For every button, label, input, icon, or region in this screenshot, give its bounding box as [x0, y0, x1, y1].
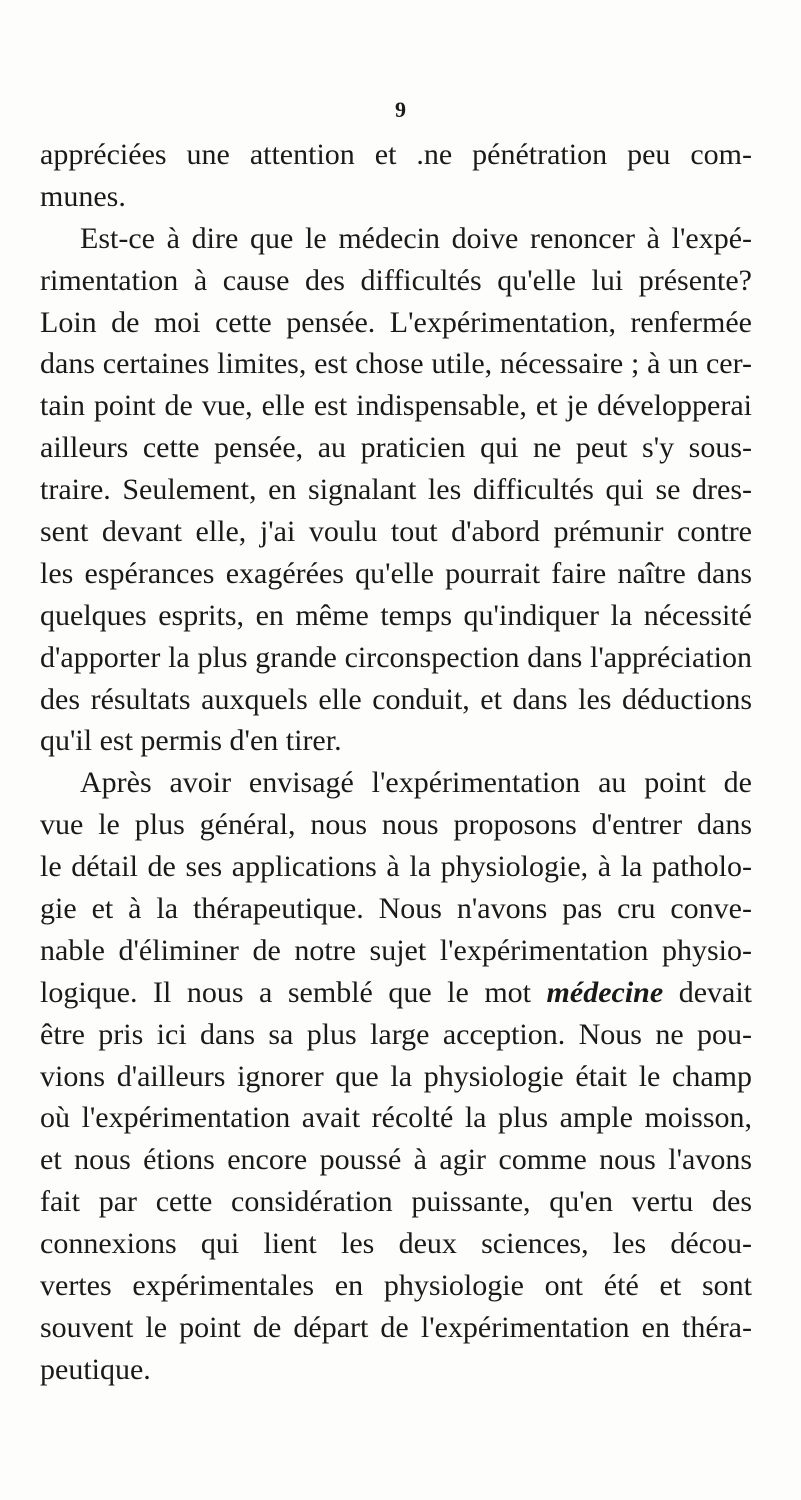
text-line: peutique.	[40, 1352, 151, 1386]
text-line: Après avoir envisagé l'expérimentation au point de	[80, 766, 752, 800]
text-line: rimentation à cause des difficultés qu'elle lui présente?	[40, 263, 752, 297]
body-text	[40, 134, 752, 1391]
text-line: traire. Seulement, en signalant les difficultés qui se dres-	[40, 473, 752, 507]
text-line: quelques esprits, en même temps qu'indiquer la nécessité	[40, 598, 752, 632]
text-line: d'apporter la plus grande circonspection dans l'appréciation	[40, 640, 752, 674]
text-line: être pris ici dans sa plus large acception. Nous ne pou-	[40, 1017, 752, 1051]
text-line: tain point de vue, elle est indispensable, et je développerai	[40, 389, 752, 423]
text-line: où l'expérimentation avait récolté la plus ample moisson,	[40, 1101, 752, 1135]
text-line: souvent le point de départ de l'expérimentation en théra-	[40, 1310, 752, 1344]
text-line: fait par cette considération puissante, qu'en vertu des	[40, 1185, 752, 1219]
text-line: des résultats auxquels elle conduit, et dans les déductions	[40, 682, 752, 716]
page-number: 9	[395, 97, 406, 122]
text-line: les espérances exagérées qu'elle pourrait faire naître dans	[40, 556, 752, 590]
text-line: gie et à la thérapeutique. Nous n'avons pas cru conve-	[40, 892, 752, 926]
text-segment: logique. Il nous a semblé que le mot	[40, 975, 532, 1009]
text-line: vue le plus général, nous nous proposons d'entrer dans	[40, 808, 752, 842]
text-line: dans certaines limites, est chose utile, nécessaire ; à un cer-	[40, 347, 752, 381]
text-line: et nous étions encore poussé à agir comme nous l'avons	[40, 1143, 752, 1177]
text-line: connexions qui lient les deux sciences, les décou-	[40, 1227, 752, 1261]
text-line: munes.	[40, 179, 126, 213]
text-line: vions d'ailleurs ignorer que la physiologie était le champ	[40, 1059, 752, 1093]
text-line: ailleurs cette pensée, au praticien qui ne peut s'y sous-	[40, 431, 752, 465]
text-line: appréciées une attention et .ne pénétration peu com-	[40, 138, 752, 171]
text-line: Est-ce à dire que le médecin doive renoncer à l'expé-	[80, 221, 752, 255]
text-line: Loin de moi cette pensée. L'expérimentation, renfermée	[40, 305, 752, 339]
text-line: le détail de ses applications à la physiologie, à la patholo-	[40, 850, 752, 884]
text-line-with-italic	[40, 972, 752, 1014]
text-line: qu'il est permis d'en tirer.	[40, 724, 342, 758]
text-line: sent devant elle, j'ai voulu tout d'abord prémunir contre	[40, 515, 752, 549]
text-segment: devait	[678, 975, 752, 1009]
italic-word: médecine	[546, 975, 664, 1009]
text-line: nable d'éliminer de notre sujet l'expérimentation physio-	[40, 933, 752, 967]
text-line: vertes expérimentales en physiologie ont été et sont	[40, 1269, 752, 1303]
